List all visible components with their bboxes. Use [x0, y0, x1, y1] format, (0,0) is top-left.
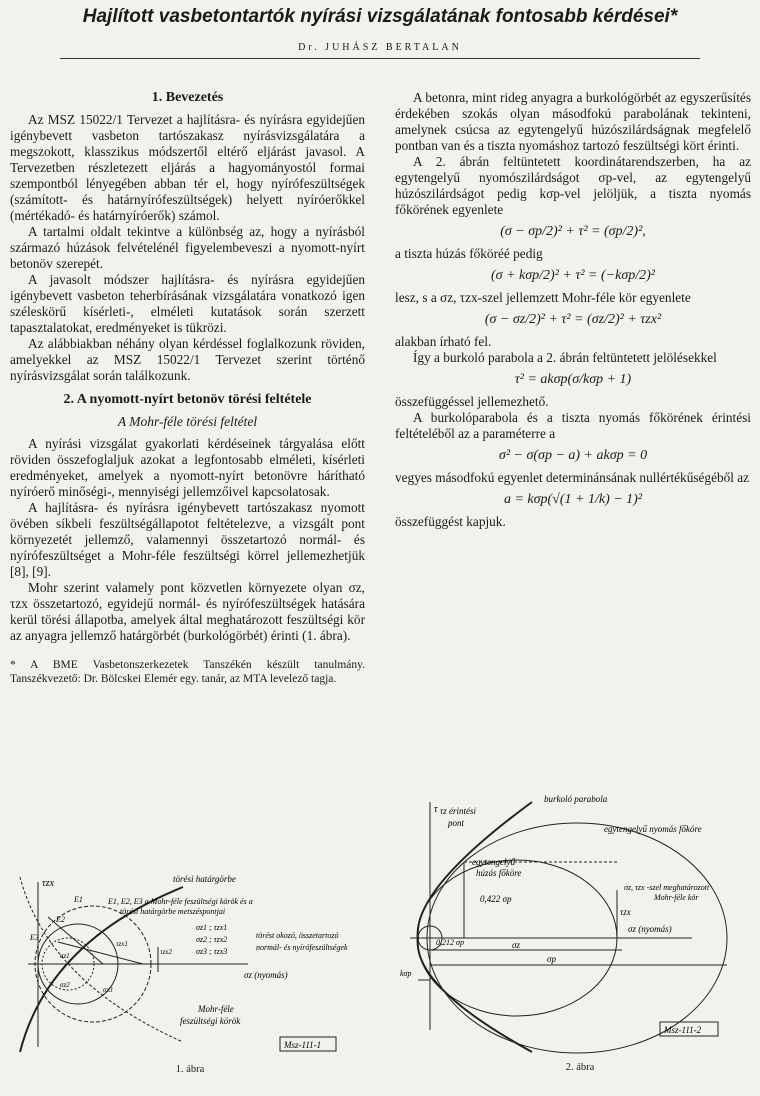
equation-quadratic: σ² − σ(σp − a) + akσp = 0 — [498, 448, 648, 463]
fig2-sp: σp — [547, 954, 556, 964]
fig2-touch2: pont — [448, 818, 465, 828]
paragraph: lesz, s a σz, τzx-szel jellemzett Mohr-féle kör egyenlete — [395, 290, 691, 305]
paragraph: alakban írható fel. — [395, 334, 492, 349]
section2-subheading: A Mohr-féle törési feltétel — [117, 414, 258, 429]
paragraph: A burkolóparabola és a tiszta nyomás főkörének érintési feltételéből az a paraméterre a — [395, 410, 751, 441]
fig2-code: Msz-111-2 — [664, 1025, 702, 1035]
fig2-envelope: burkoló parabola — [544, 794, 608, 804]
equation-mohr-circle: (σ − σz/2)² + τ² = (σz/2)² + τzx² — [484, 312, 662, 327]
fig1-mohr2: feszültségi körök — [180, 1016, 241, 1026]
fig1-t2: τzx2 — [160, 948, 172, 956]
fig2-sigma-label: σz (nyomás) — [628, 924, 672, 934]
paragraph: vegyes másodfokú egyenlet determinánsának nullértékűségéből az — [395, 470, 750, 485]
fig1-sigma-label: σz (nyomás) — [244, 970, 288, 980]
fig2-mohr-note2: Mohr-féle kör — [654, 893, 699, 902]
paragraph: A betonra, mint rideg anyagra a burkológörbét az egyszerűsítés érdekében szokás olyan másodfokú parabolának tekinteni, amelynek csúcsa az egytengelyű húzószilárdságnak megfelelő pontban van és a tiszta nyomáshoz tartozó feszültségi kört érinti. — [395, 90, 751, 153]
paragraph: A javasolt módszer hajlításra- és nyírásra egyidejűen igénybevett vasbeton teherbírásának vizsgálatára vonatkozó igen széleskörű kísérleti-, elméleti kutatások során szerzett tapasztalatokat, eredményeket is tükrözi. — [10, 272, 365, 335]
paragraph: Az MSZ 15022/1 Tervezet a hajlításra- és nyírásra egyidejűen igénybevett vasbeton tartószakasz nyírásvizsgálatára a megszokott, klasszikus módszertől eltérő eljárást javasol. A Tervezetben részletezett eljárás a hagyományostól formai szempontból lényegében abban tér el, hogy nyírófeszültségek (számított- és határnyírófeszültségek) helyett nyíróerőkkel (mértékadó- és határnyíróerők) számol. — [10, 112, 365, 223]
paragraph: A tartalmi oldalt tekintve a különbség az, hogy a nyírásból származó húzások felvételénél figyelembeveszi a nyomott-nyírt betonöv szerepét. — [10, 224, 365, 271]
fig1-pairs-note2: normál- és nyírófeszültségek — [256, 943, 348, 952]
fig2-val1: 0,422 σp — [480, 894, 512, 904]
section2-heading: 2. A nyomott-nyírt betonöv törési feltétele — [63, 392, 312, 407]
paragraph: összefüggést kapjuk. — [395, 514, 506, 529]
figure-1-mohr-circles — [8, 862, 380, 1072]
fig2-txz: τzx — [620, 907, 631, 917]
fig1-s1: σz1 — [60, 952, 70, 960]
header-rule — [60, 58, 700, 59]
fig1-s3: σz3 — [103, 986, 113, 994]
equation-parameter-a: a = kσp(√(1 + 1/k) − 1)² — [503, 492, 643, 507]
section1-heading: 1. Bevezetés — [151, 90, 224, 105]
fig1-e1: E1 — [74, 895, 83, 904]
fig2-touch1: τz érintési — [440, 806, 476, 816]
fig1-tau-label: τzx — [42, 878, 54, 889]
fig1-e3: E3 — [30, 933, 39, 942]
fig1-note1: E1, E2, E3 a Mohr-féle feszültségi körök és a — [108, 897, 253, 906]
fig2-mohr-note1: σz, τzx -szel meghatározott — [624, 883, 710, 892]
article-author: Dr. JUHÁSZ BERTALAN — [298, 42, 462, 53]
paragraph: A nyírási vizsgálat gyakorlati kérdéseinek tárgyalása előtt röviden összefoglaljuk azokat a legfontosabb elméleti, kísérleti eredményeket, amelyek a nyomott-nyírt betonövre hárítható nyíróerő minőségi-, mennyiségi jellemzőivel kapcsolatosak. — [10, 436, 365, 499]
fig2-sz: σz — [512, 940, 520, 950]
equation-tension-circle: (σ + kσp/2)² + τ² = (−kσp/2)² — [491, 268, 655, 283]
fig2-uniaxial1: egytengelyű — [472, 857, 515, 867]
figure-1-caption: 1. ábra — [175, 1064, 205, 1075]
fig2-uniaxial2: húzás főköre — [476, 868, 522, 878]
right-column — [395, 90, 751, 530]
fig1-pair3: σz3 ; τzx3 — [196, 947, 228, 956]
equation-envelope: τ² = akσp(σ/kσp + 1) — [514, 372, 632, 387]
fig1-pairs-note1: törést okozó, összetartozó — [256, 931, 339, 940]
paragraph: összefüggéssel jellemezhető. — [395, 394, 549, 409]
paragraph: Mohr szerint valamely pont közvetlen környezete olyan σz, τzx összetartozó, egyidejű normál- és nyírófeszültségek hatására kerül törési állapotba, amelyek által meghatározott feszültségi kör az anyagra jellemző határgörbét (burkológörbét) érinti (1. ábra). — [10, 580, 365, 643]
paragraph: a tiszta húzás főköréé pedig — [395, 246, 543, 261]
fig2-compression-label: egytengelyű nyomás főköre — [604, 824, 702, 834]
fig2-val2: 0,212 σp — [436, 938, 464, 947]
figure-2-envelope-parabola — [392, 790, 754, 1060]
fig2-ksp: kσp — [400, 969, 412, 978]
fig1-mohr1: Mohr-féle — [198, 1004, 234, 1014]
paragraph: A 2. ábrán feltüntetett koordinátarendszerben, ha az egytengelyű nyomószilárdságot σp-vel, az egytengelyű húzószilárdságot pedig kσp-vel jelöljük, a tiszta nyomás főkörének egyenlete — [395, 154, 751, 217]
fig1-envelope-label: törési határgörbe — [173, 874, 236, 884]
fig1-note2: törési határgörbe metszéspontjai — [120, 907, 226, 916]
paragraph: A hajlításra- és nyírásra igénybevett tartószakasz nyomott övében síkbeli feszültségállapotot feltételezve, a vizsgált pont környezetét jellemző, valamennyi összetartozó normál- és nyírófeszültséget a Mohr-féle feszültségi körrel jellemezhetjük [8], [9]. — [10, 500, 365, 579]
figure-2-caption: 2. ábra — [565, 1062, 595, 1073]
fig1-t1: τzx1 — [116, 940, 128, 948]
fig2-tau-label: τ — [434, 804, 438, 815]
fig1-code: Msz-111-1 — [284, 1040, 322, 1050]
fig1-e2: E2 — [56, 915, 65, 924]
left-column — [10, 90, 365, 686]
footnote: * A BME Vasbetonszerkezetek Tanszékén készült tanulmány. Tanszékvezető: Dr. Bölcskei Elemér egy. tanár, az MTA levelező tagja. — [10, 659, 365, 685]
paragraph: Az alábbiakban néhány olyan kérdéssel foglalkozunk röviden, amelyekkel az MSZ 15022/1 Tervezet szerint történő nyírásvizsgálat során találkozunk. — [10, 336, 365, 383]
fig1-pair2: σz2 ; τzx2 — [196, 935, 228, 944]
equation-compression-circle: (σ − σp/2)² + τ² = (σp/2)², — [500, 224, 646, 239]
paragraph: Így a burkoló parabola a 2. ábrán feltüntetett jelölésekkel — [413, 350, 717, 365]
article-title: Hajlított vasbetontartók nyírási vizsgálatának fontosabb kérdései* — [82, 6, 678, 27]
fig1-s2: σz2 — [60, 981, 70, 989]
fig1-pair1: σz1 ; τzx1 — [196, 923, 228, 932]
